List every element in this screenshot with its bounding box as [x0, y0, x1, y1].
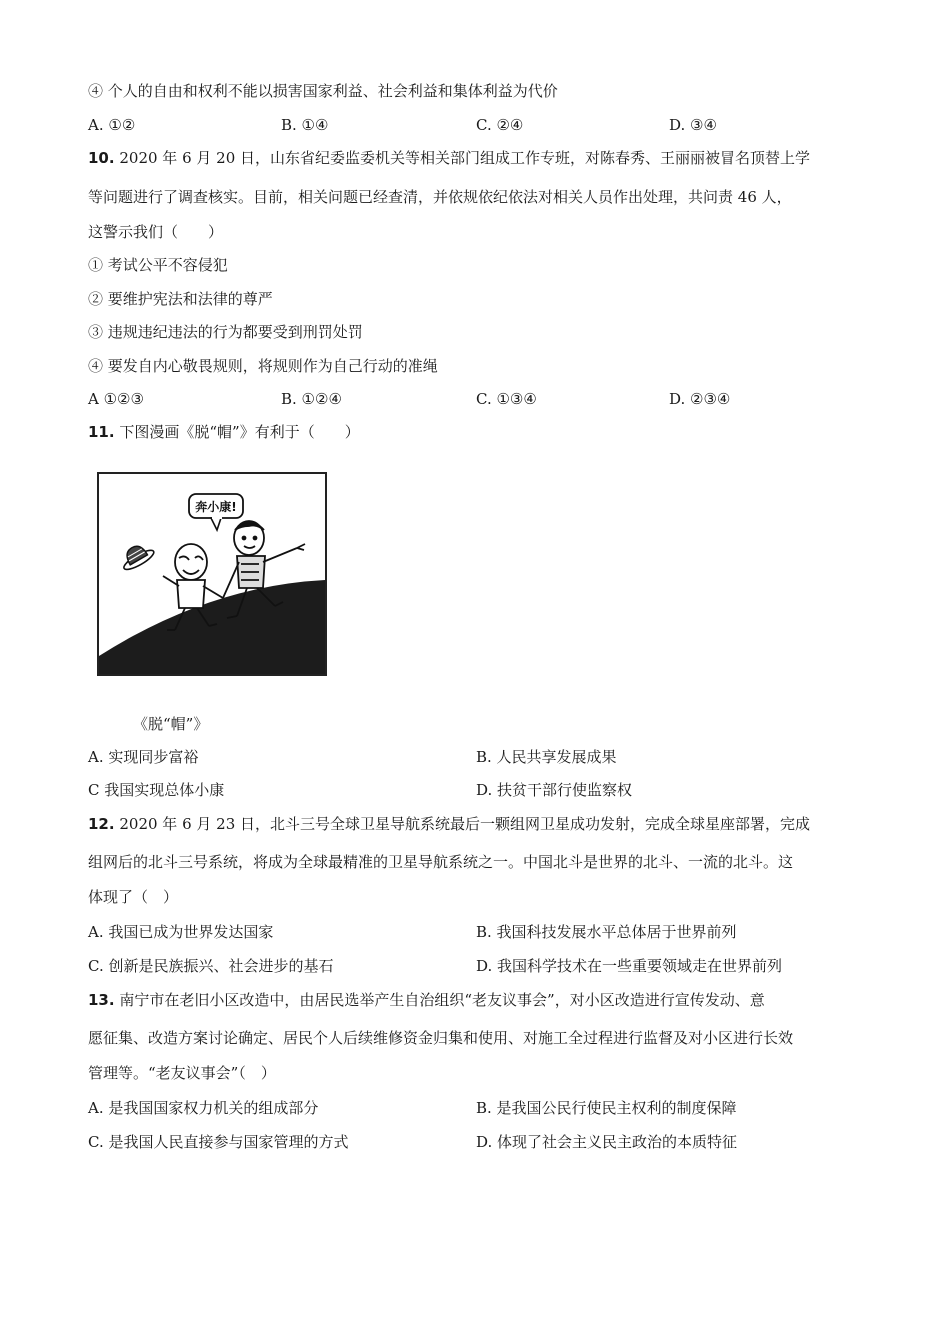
q10-option-c[interactable]: C. ①③④: [476, 390, 537, 408]
q10-option-b[interactable]: B. ①②④: [281, 390, 342, 408]
q11-stem: [88, 421, 878, 443]
q12-number: 12.: [88, 815, 115, 833]
q10-stem-line-1: [88, 147, 878, 169]
q12-stem-line-2: 组网后的北斗三号系统，将成为全球最精准的卫星导航系统之一。中国北斗是世界的北斗、一流的北斗。这: [88, 853, 794, 871]
q9-option-c[interactable]: C. ②④: [476, 116, 524, 134]
q9-option-a[interactable]: A. ①②: [88, 116, 136, 134]
q12-stem-line-1: [88, 813, 878, 835]
flying-hat-icon: [117, 539, 156, 572]
q10-stem-text-1: 2020 年 6 月 20 日，山东省纪委监委机关等相关部门组成工作专班，对陈春秀、王丽丽被冒名顶替上学: [119, 149, 811, 167]
q12-option-b[interactable]: B. 我国科技发展水平总体居于世界前列: [476, 923, 737, 941]
q9-statement-4: ④ 个人的自由和权利不能以损害国家利益、社会利益和集体利益为代价: [88, 82, 558, 100]
q13-option-a[interactable]: A. 是我国国家权力机关的组成部分: [88, 1099, 319, 1117]
q11-option-b[interactable]: B. 人民共享发展成果: [476, 748, 617, 766]
q13-stem-line-2: 愿征集、改造方案讨论确定、居民个人后续维修资金归集和使用、对施工全过程进行监督及对小区进行长效: [88, 1029, 794, 1047]
q10-statement-2: ② 要维护宪法和法律的尊严: [88, 290, 273, 308]
q10-stem-line-2: 等问题进行了调查核实。目前，相关问题已经查清，并依规依纪依法对相关人员作出处理，共问责 46 人，: [88, 188, 792, 206]
cartoon-drawing: [99, 474, 325, 674]
q10-option-d[interactable]: D. ②③④: [669, 390, 731, 408]
q11-number: 11.: [88, 423, 115, 441]
q10-number: 10.: [88, 149, 115, 167]
q12-stem-text-1: 2020 年 6 月 23 日，北斗三号全球卫星导航系统最后一颗组网卫星成功发射，完成全球星座部署，完成: [119, 815, 811, 833]
q10-statement-3: ③ 违规违纪违法的行为都要受到刑罚处罚: [88, 323, 363, 341]
q10-statement-1: ① 考试公平不容侵犯: [88, 256, 228, 274]
q13-option-b[interactable]: B. 是我国公民行使民主权利的制度保障: [476, 1099, 737, 1117]
speech-bubble: [189, 494, 243, 530]
q10-option-a[interactable]: A ①②③: [88, 390, 144, 408]
q12-stem-line-3: 体现了（ ）: [88, 888, 179, 906]
q9-option-b[interactable]: B. ①④: [281, 116, 329, 134]
q13-option-c[interactable]: C. 是我国人民直接参与国家管理的方式: [88, 1133, 349, 1151]
q9-option-d[interactable]: D. ③④: [669, 116, 717, 134]
q10-stem-line-3: 这警示我们（ ）: [88, 223, 224, 241]
q12-option-c[interactable]: C. 创新是民族振兴、社会进步的基石: [88, 957, 334, 975]
q13-stem-line-3: 管理等。“老友议事会”（ ）: [88, 1064, 276, 1082]
q11-cartoon-caption: 《脱“帽”》: [133, 715, 209, 733]
q10-statement-4: ④ 要发自内心敬畏规则，将规则作为自己行动的准绳: [88, 357, 438, 375]
speech-bubble-text: 奔小康!: [195, 500, 237, 514]
q13-option-d[interactable]: D. 体现了社会主义民主政治的本质特征: [476, 1133, 738, 1151]
q11-option-a[interactable]: A. 实现同步富裕: [88, 748, 199, 766]
q11-option-d[interactable]: D. 扶贫干部行使监察权: [476, 781, 633, 799]
q13-number: 13.: [88, 991, 115, 1009]
q11-cartoon: [97, 472, 327, 676]
q11-stem-text: 下图漫画《脱“帽”》有利于（ ）: [119, 423, 360, 441]
q13-stem-line-1: [88, 989, 878, 1011]
q11-option-c[interactable]: C 我国实现总体小康: [88, 781, 225, 799]
q12-option-a[interactable]: A. 我国已成为世界发达国家: [88, 923, 274, 941]
q13-stem-text-1: 南宁市在老旧小区改造中，由居民选举产生自治组织“老友议事会”，对小区改造进行宣传发动、意: [119, 991, 765, 1009]
hill-shape: [99, 580, 325, 674]
q12-option-d[interactable]: D. 我国科学技术在一些重要领域走在世界前列: [476, 957, 783, 975]
